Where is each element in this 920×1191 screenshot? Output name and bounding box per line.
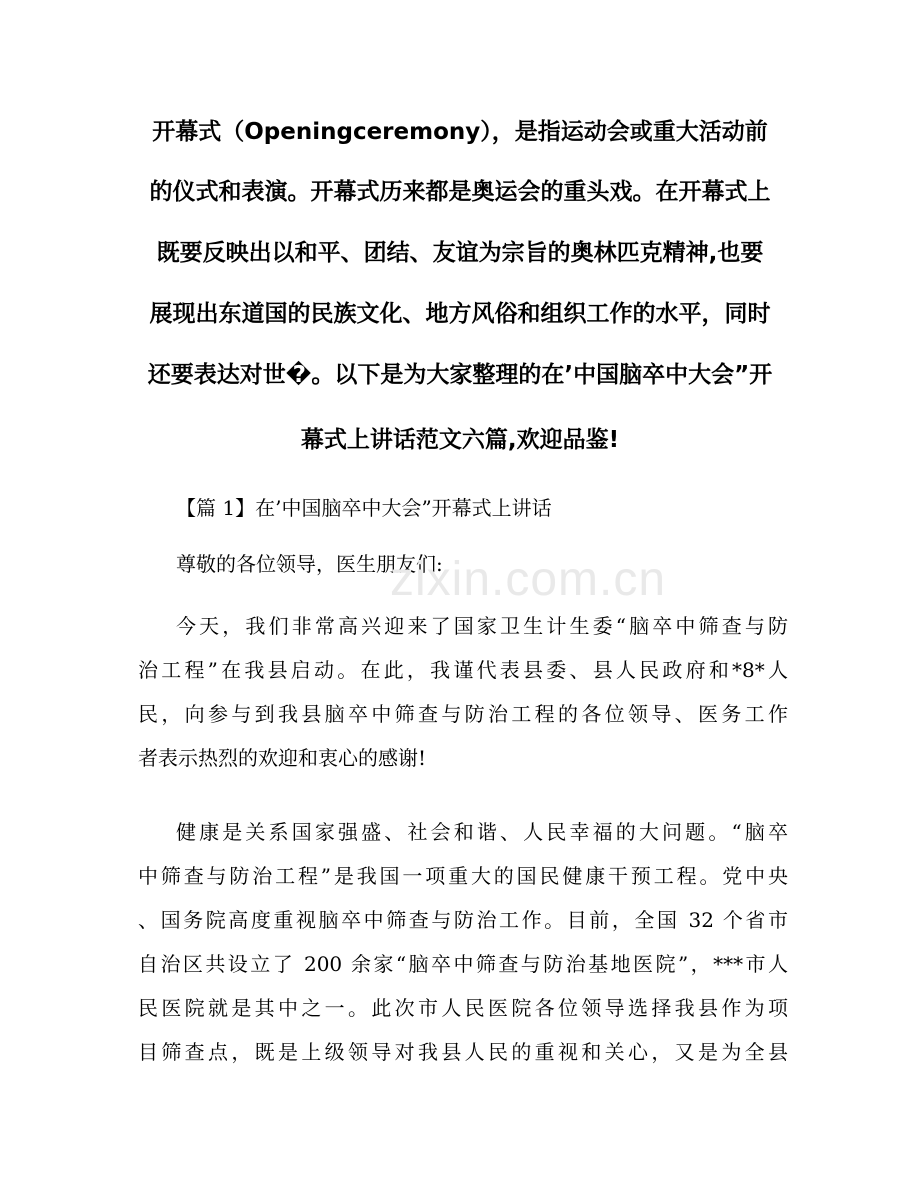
watermark: zixin.com.cn bbox=[390, 553, 667, 606]
intro-line-6: 幕式上讲话范文六篇,欢迎品鉴! bbox=[300, 427, 620, 453]
intro-line-1: 开幕式（Openingceremony），是指运动会或重大活动前 bbox=[152, 119, 768, 145]
paragraph-1-line-1: 今天，我们非常高兴迎来了国家卫生计生委“脑卒中筛查与防 bbox=[176, 614, 788, 638]
paragraph-2-line-1: 健康是关系国家强盛、社会和谐、人民幸福的大问题。“脑卒 bbox=[176, 820, 788, 844]
salutation: 尊敬的各位领导，医生朋友们: bbox=[176, 552, 443, 576]
article-heading: 【篇 1】在’中国脑卒中大会”开幕式上讲话 bbox=[176, 496, 552, 520]
paragraph-2-line-5: 民医院就是其中之一。此次市人民医院各位领导选择我县作为项 bbox=[138, 996, 788, 1020]
intro-line-3: 既要反映出以和平、团结、友谊为宗旨的奥林匹克精神,也要 bbox=[156, 240, 764, 266]
intro-line-2: 的仪式和表演。开幕式历来都是奥运会的重头戏。在开幕式上 bbox=[149, 179, 771, 205]
paragraph-1-line-4: 者表示热烈的欢迎和衷心的感谢! bbox=[138, 746, 427, 770]
paragraph-1-line-2: 治工程”在我县启动。在此，我谨代表县委、县人民政府和*8*人 bbox=[138, 658, 788, 682]
paragraph-2-line-2: 中筛查与防治工程”是我国一项重大的国民健康干预工程。党中央 bbox=[138, 864, 788, 888]
paragraph-2-line-6: 目筛查点，既是上级领导对我县人民的重视和关心，又是为全县 bbox=[138, 1040, 788, 1064]
paragraph-2-line-4: 自治区共设立了 200 余家“脑卒中筛查与防治基地医院”，***市人 bbox=[138, 952, 788, 976]
paragraph-2-line-3: 、国务院高度重视脑卒中筛查与防治工作。目前，全国 32 个省市 bbox=[138, 908, 788, 932]
intro-line-5: 还要表达对世�。以下是为大家整理的在’中国脑卒中大会”开 bbox=[147, 362, 773, 388]
intro-line-4: 展现出东道国的民族文化、地方风俗和组织工作的水平，同时 bbox=[149, 301, 771, 327]
paragraph-1-line-3: 民，向参与到我县脑卒中筛查与防治工程的各位领导、医务工作 bbox=[138, 702, 788, 726]
